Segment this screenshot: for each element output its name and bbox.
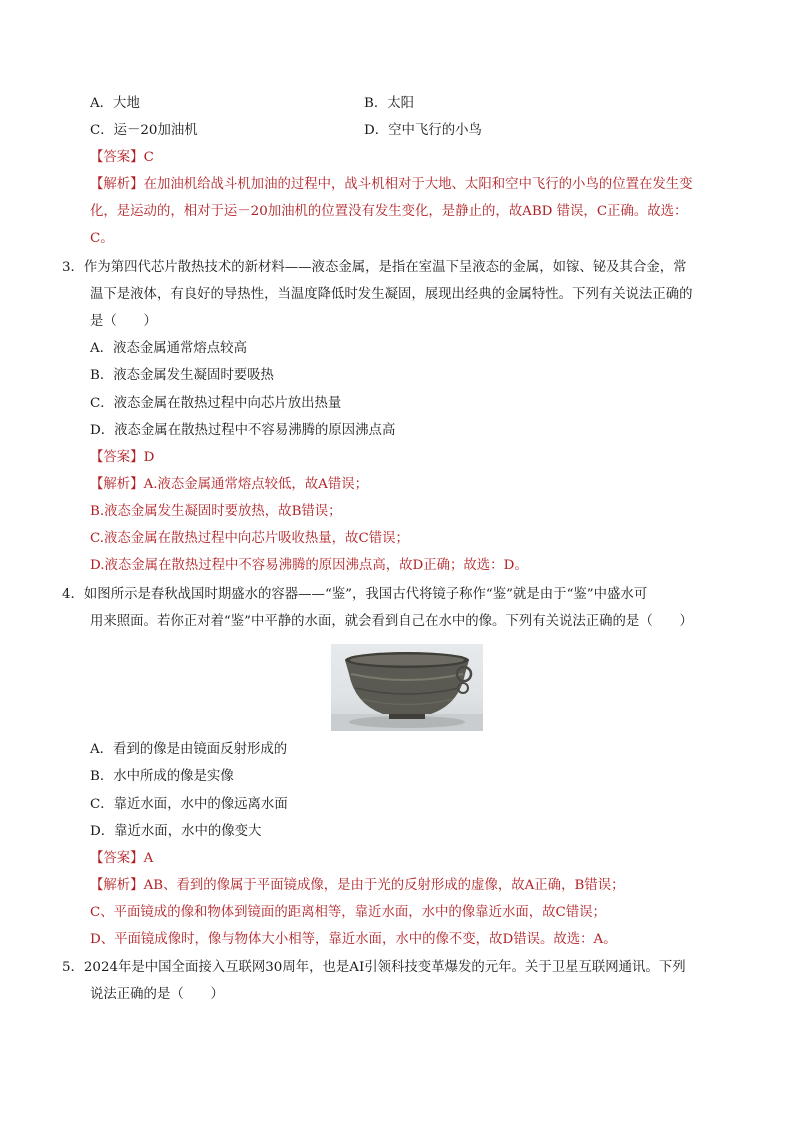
analysis-label: 【解析】	[90, 878, 144, 893]
q5-stem-line1: 5．2024年是中国全面接入互联网30周年，也是AI引领科技变革爆发的元年。关于卫星互联网通讯。下列	[62, 960, 686, 975]
q3-analysis-line3: C.液态金属在散热过程中向芯片吸收热量，故C错误；	[90, 531, 409, 546]
q3-stem-line3: 是（ ）	[90, 314, 157, 329]
analysis-text: 在加油机给战斗机加油的过程中，战斗机相对于大地、太阳和空中飞行的小鸟的位置在发生变	[143, 177, 693, 192]
q2-analysis-line3: C。	[90, 231, 114, 246]
q2-option-c: C．运－20加油机	[90, 123, 198, 138]
q4-option-d: D．靠近水面，水中的像变大	[90, 824, 262, 839]
q3-option-d: D．液态金属在散热过程中不容易沸腾的原因沸点高	[90, 423, 396, 438]
bronze-vessel-illustration	[331, 644, 483, 731]
answer-label: 【答案】	[90, 450, 144, 465]
answer-label: 【答案】	[90, 150, 144, 165]
q4-stem-line1: 4．如图所示是春秋战国时期盛水的容器——“鉴”，我国古代将镜子称作“鉴”就是由于“鉴”中盛水可	[62, 587, 648, 602]
q2-option-a: A．大地	[90, 96, 140, 111]
q3-analysis-line1	[90, 475, 368, 495]
q2-option-b: B．太阳	[364, 96, 415, 111]
answer-value: A	[143, 851, 154, 866]
q3-option-a: A．液态金属通常熔点较高	[90, 341, 247, 356]
bronze-jian-vessel-image	[331, 644, 483, 731]
analysis-label: 【解析】	[90, 477, 144, 492]
q3-stem-line1: 3．作为第四代芯片散热技术的新材料——液态金属，是指在室温下呈液态的金属，如镓、铋及其合金，常	[62, 260, 687, 275]
q4-analysis-line2: C、平面镜成的像和物体到镜面的距离相等，靠近水面，水中的像靠近水面，故C错误；	[90, 905, 606, 920]
analysis-label: 【解析】	[90, 177, 144, 192]
q2-analysis-line1	[90, 175, 693, 195]
answer-value: C	[143, 150, 154, 165]
q2-option-d: D．空中飞行的小鸟	[364, 123, 482, 138]
analysis-text: AB、看到的像属于平面镜成像，是由于光的反射形成的虚像，故A正确，B错误；	[143, 878, 625, 893]
q4-analysis-line1	[90, 876, 624, 896]
q3-analysis-line2: B.液态金属发生凝固时要放热，故B错误；	[90, 504, 342, 519]
q4-option-a: A．看到的像是由镜面反射形成的	[90, 742, 288, 757]
answer-value: D	[143, 450, 155, 465]
q5-stem-line2: 说法正确的是（ ）	[90, 987, 224, 1002]
q4-option-c: C．靠近水面，水中的像远离水面	[90, 797, 288, 812]
q2-analysis-line2: 化，是运动的，相对于运－20加油机的位置没有发生变化，是静止的，故ABD 错误，C正确。故选：	[90, 204, 688, 219]
q4-analysis-line3: D、平面镜成像时，像与物体大小相等，靠近水面，水中的像不变，故D错误。故选：A。	[90, 932, 617, 947]
q4-answer	[90, 849, 153, 869]
q4-option-b: B．水中所成的像是实像	[90, 769, 234, 784]
q3-option-c: C．液态金属在散热过程中向芯片放出热量	[90, 396, 342, 411]
q4-stem-line2: 用来照面。若你正对着“鉴”中平静的水面，就会看到自己在水中的像。下列有关说法正确的是（ ）	[90, 614, 693, 629]
q3-stem-line2: 温下是液体，有良好的导热性，当温度降低时发生凝固，展现出经典的金属特性。下列有关说法正确的	[90, 287, 693, 302]
q3-answer	[90, 448, 154, 468]
q3-analysis-line4: D.液态金属在散热过程中不容易沸腾的原因沸点高，故D正确；故选：D。	[90, 558, 528, 573]
q2-answer	[90, 148, 154, 168]
answer-label: 【答案】	[90, 851, 144, 866]
analysis-text: A.液态金属通常熔点较低，故A错误；	[143, 477, 369, 492]
q3-option-b: B．液态金属发生凝固时要吸热	[90, 368, 274, 383]
